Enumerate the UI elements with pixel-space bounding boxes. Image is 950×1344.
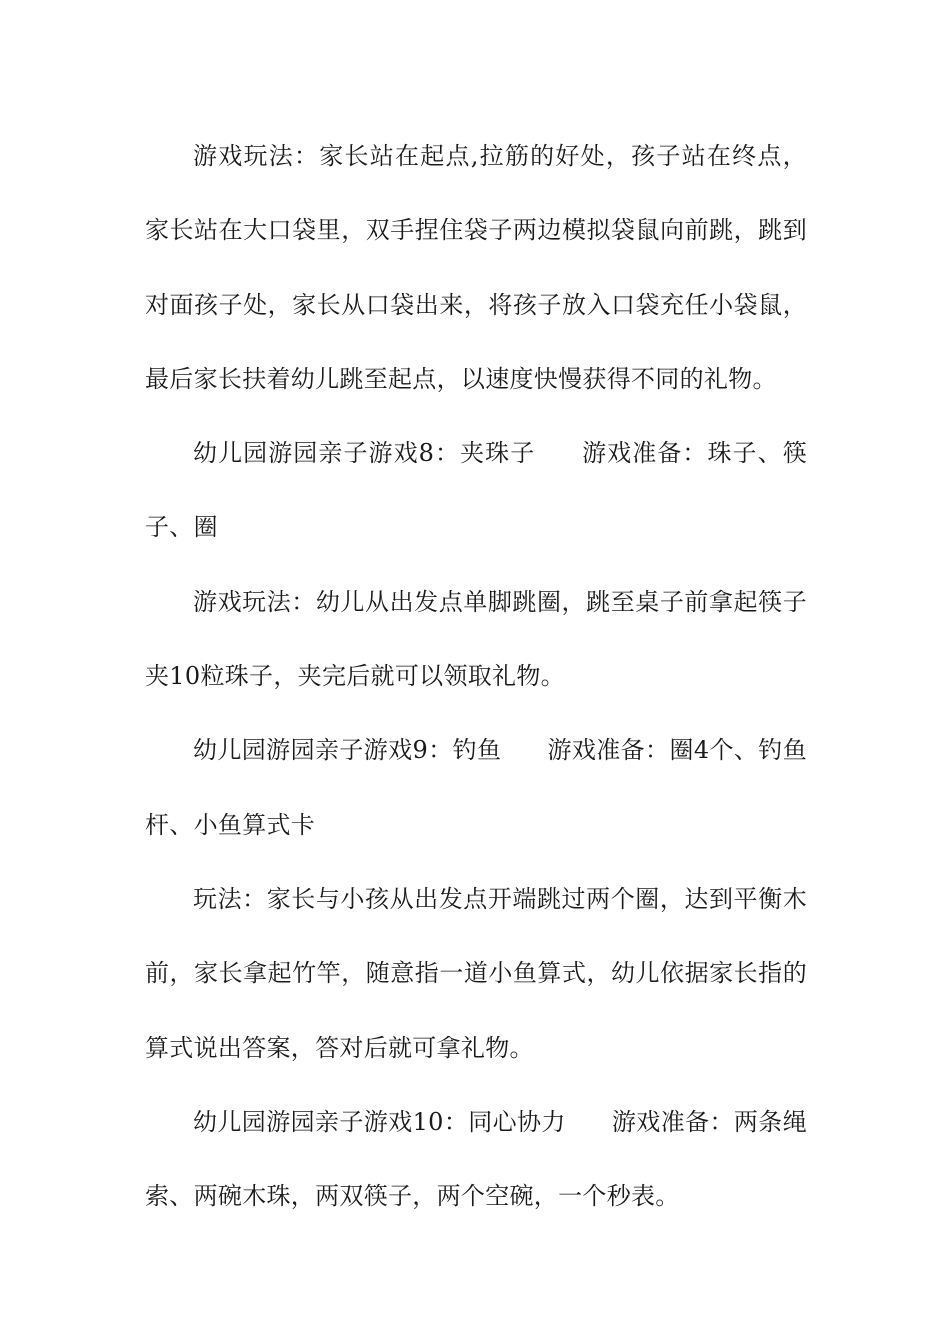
paragraph-text: 游戏玩法：幼儿从出发点单脚跳圈，跳至桌子前拿起筷子夹10粒珠子，夹完后就可以领取礼物。 bbox=[145, 587, 807, 691]
game-preparation: 游戏准备：两条绳索、两碗木珠，两双筷子，两个空碗，一个秒表。 bbox=[145, 1107, 807, 1211]
paragraph-game-9-heading bbox=[145, 713, 807, 862]
game-title: 幼儿园游园亲子游戏10：同心协力 bbox=[193, 1107, 566, 1136]
paragraph-text: 游戏玩法：家长站在起点,拉筋的好处，孩子站在终点，家长站在大口袋里，双手捏住袋子两边模拟袋鼠向前跳，跳到对面孩子处，家长从口袋出来，将孩子放入口袋充任小袋鼠，最后家长扶着幼儿跳至起点，以速度快慢获得不同的礼物。 bbox=[145, 142, 807, 393]
game-preparation: 游戏准备：圈4个、钓鱼杆、小鱼算式卡 bbox=[145, 736, 807, 839]
document-body bbox=[145, 119, 807, 1233]
paragraph-game-8-heading bbox=[145, 416, 807, 565]
paragraph-game-10-heading bbox=[145, 1085, 807, 1234]
paragraph-game-rules bbox=[145, 119, 807, 416]
game-title: 幼儿园游园亲子游戏9：钓鱼 bbox=[193, 736, 502, 765]
paragraph-text: 玩法：家长与小孩从出发点开端跳过两个圈，达到平衡木前，家长拿起竹竿，随意指一道小鱼算式，幼儿依据家长指的算式说出答案，答对后就可拿礼物。 bbox=[145, 884, 807, 1062]
paragraph-game-8-rules bbox=[145, 565, 807, 714]
game-preparation: 游戏准备：珠子、筷子、圈 bbox=[145, 439, 808, 542]
paragraph-game-9-rules bbox=[145, 862, 807, 1085]
game-title: 幼儿园游园亲子游戏8：夹珠子 bbox=[193, 439, 536, 468]
